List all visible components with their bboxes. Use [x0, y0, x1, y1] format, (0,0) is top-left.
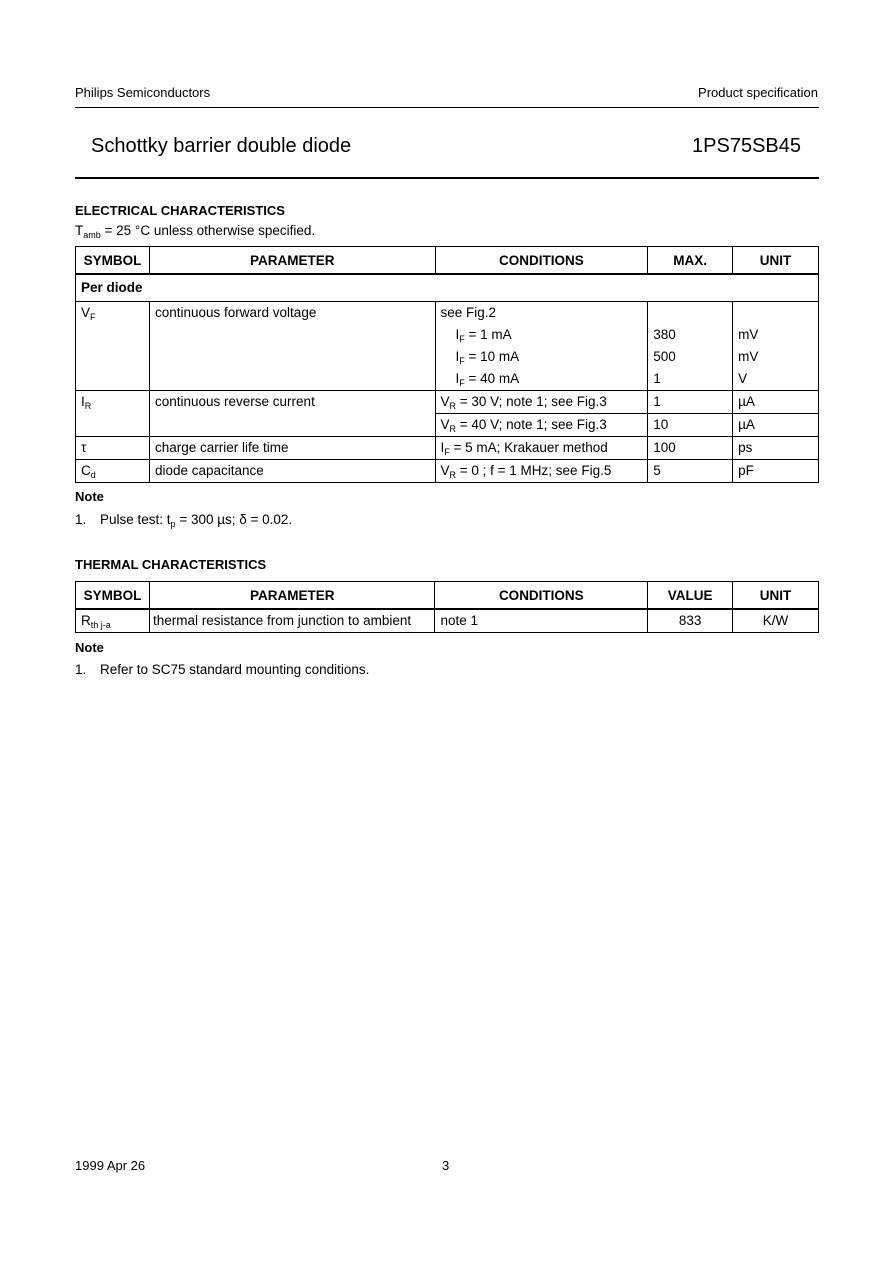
page-number: 3 — [442, 1158, 450, 1173]
conditions-cell: $V_R = 40$ V; note 1; see Fig.3 — [435, 414, 648, 437]
conditions-cell: $V_R = 30$ V; note 1; see Fig.3 — [435, 391, 648, 414]
conditions-cell: $V_R = 0$ ; f = 1 MHz; see Fig.5 — [435, 460, 648, 483]
part-number: 1PS75SB45 — [692, 135, 801, 157]
col-symbol: SYMBOL — [76, 247, 150, 275]
table-row — [76, 460, 819, 483]
conditions-cell: $I_F = 5$ mA; Krakauer method — [435, 437, 648, 460]
table-row — [76, 391, 819, 414]
symbol-cell: $R_{th j-a}$ — [76, 609, 150, 633]
table-row — [76, 437, 819, 460]
note-number: 1. — [75, 512, 87, 527]
electrical-table — [75, 246, 819, 483]
max-cell: 380 500 1 — [648, 302, 733, 391]
document-type: Product specification — [698, 85, 818, 100]
symbol-cell: $V_F$ — [76, 302, 150, 391]
header-rule — [75, 107, 819, 108]
table-row — [76, 302, 819, 391]
col-parameter: PARAMETER — [149, 582, 435, 610]
thermal-heading: THERMAL CHARACTERISTICS — [75, 557, 267, 572]
symbol-cell: τ — [76, 437, 150, 460]
col-conditions: CONDITIONS — [435, 247, 648, 275]
max-cell: 1 — [648, 391, 733, 414]
parameter-cell: continuous reverse current — [149, 391, 435, 437]
conditions-cell: note 1 — [435, 609, 648, 633]
parameter-cell: charge carrier life time — [149, 437, 435, 460]
col-symbol: SYMBOL — [76, 582, 150, 610]
unit-cell: mV mV V — [733, 302, 819, 391]
unit-cell: ps — [733, 437, 819, 460]
symbol-cell: $I_R$ — [76, 391, 150, 437]
footer-date: 1999 Apr 26 — [75, 1158, 146, 1173]
unit-cell: pF — [733, 460, 819, 483]
table-header-row — [76, 247, 819, 275]
parameter-cell: thermal resistance from junction to ambient — [149, 609, 435, 633]
max-cell: 100 — [648, 437, 733, 460]
company-name: Philips Semiconductors — [75, 85, 211, 100]
conditions-cell: see Fig.2 $I_F = 1$ mA $I_F = 10$ mA $I_F = 40$ mA — [435, 302, 648, 391]
max-cell: 10 — [648, 414, 733, 437]
note-text: Refer to SC75 standard mounting conditions. — [100, 662, 370, 677]
note-heading: Note — [75, 489, 104, 504]
note-heading: Note — [75, 640, 104, 655]
col-max: MAX. — [648, 247, 733, 275]
symbol-cell: $C_d$ — [76, 460, 150, 483]
parameter-cell: continuous forward voltage — [149, 302, 435, 391]
col-unit: UNIT — [733, 582, 819, 610]
group-row: Per diode — [76, 274, 819, 302]
col-conditions: CONDITIONS — [435, 582, 648, 610]
title-rule — [75, 177, 819, 179]
electrical-heading: ELECTRICAL CHARACTERISTICS — [75, 203, 285, 218]
electrical-condition: $T_{amb} = 25$ °C unless otherwise specified. — [75, 223, 316, 240]
parameter-cell: diode capacitance — [149, 460, 435, 483]
thermal-table — [75, 581, 819, 633]
unit-cell: K/W — [733, 609, 819, 633]
page-title: Schottky barrier double diode — [91, 135, 352, 157]
col-unit: UNIT — [733, 247, 819, 275]
col-value: VALUE — [648, 582, 733, 610]
col-parameter: PARAMETER — [149, 247, 435, 275]
note-number: 1. — [75, 662, 87, 677]
value-cell: 833 — [648, 609, 733, 633]
table-row — [76, 609, 819, 633]
unit-cell: µA — [733, 391, 819, 414]
table-header-row — [76, 582, 819, 610]
unit-cell: µA — [733, 414, 819, 437]
note-text: Pulse test: $t_p = 300$ µs; δ = 0.02. — [100, 512, 293, 529]
max-cell: 5 — [648, 460, 733, 483]
